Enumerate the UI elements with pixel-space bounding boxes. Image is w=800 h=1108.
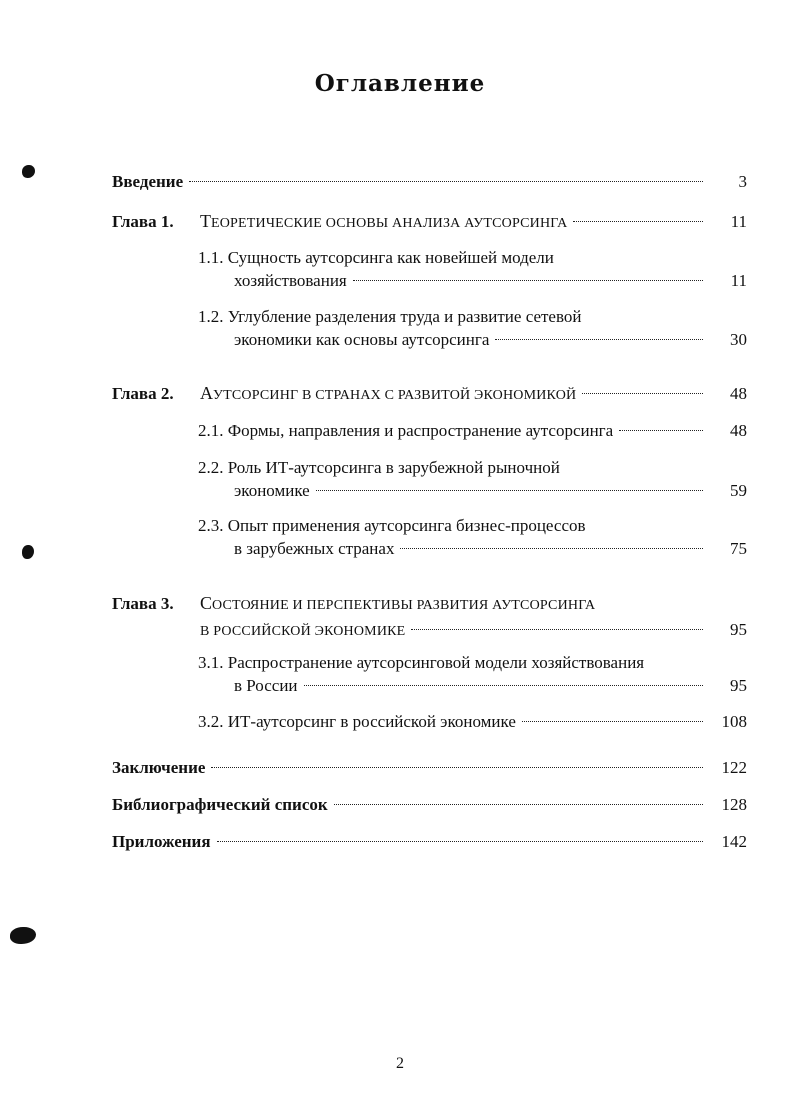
toc-entry-1-1	[198, 246, 747, 292]
dot-leader	[411, 629, 703, 630]
dot-leader	[495, 339, 703, 340]
section-title-line: 2.1. Формы, направления и распространение аутсорсинга	[198, 421, 614, 440]
chapter-label: Глава 3.	[112, 594, 174, 613]
chapter-title	[200, 381, 576, 408]
chapter-label: Глава 2.	[112, 384, 174, 403]
toc-label: Заключение	[112, 758, 206, 777]
toc-label: Библиографический список	[112, 795, 328, 814]
section-title-line: 1.2. Углубление разделения труда и развитие сетевой	[198, 307, 582, 326]
toc-entry-chapter-3	[112, 591, 747, 644]
dot-leader	[582, 393, 703, 394]
section-title-line: 2.2. Роль ИТ-аутсорсинга в зарубежной рыночной	[198, 458, 560, 477]
ink-blot	[22, 545, 34, 559]
ink-blot	[22, 165, 35, 178]
toc-page-number: 11	[730, 212, 747, 231]
page-number: 2	[396, 1055, 404, 1072]
section-title-line: экономике	[234, 481, 310, 500]
toc-page-number: 48	[730, 384, 747, 403]
dot-leader	[189, 181, 703, 182]
dot-leader	[522, 721, 703, 722]
toc-entry-2-2	[198, 456, 747, 502]
section-title-line: 1.1. Сущность аутсорсинга как новейшей модели	[198, 248, 554, 267]
toc-page-number: 59	[730, 481, 747, 500]
section-title-line: 2.3. Опыт применения аутсорсинга бизнес-процессов	[198, 516, 586, 535]
toc-label: Введение	[112, 172, 184, 191]
toc-entry-2-1	[198, 419, 747, 442]
toc-page-number: 142	[721, 832, 747, 851]
toc-entry-3-2	[198, 710, 747, 733]
chapter-title-initial: А	[200, 383, 213, 403]
dot-leader	[400, 548, 703, 549]
toc-label: Приложения	[112, 832, 211, 851]
toc-entry-chapter-2	[112, 381, 747, 408]
section-title-line: 3.1. Распространение аутсорсинговой модели хозяйствования	[198, 653, 645, 672]
toc-page-number: 3	[738, 172, 747, 191]
toc-page-number: 11	[730, 271, 747, 290]
toc-page-number: 108	[721, 712, 747, 731]
toc-entry-1-2	[198, 305, 747, 351]
chapter-title-rest: ОСТОЯНИЕ И ПЕРСПЕКТИВЫ РАЗВИТИЯ АУТСОРСИНГА	[212, 598, 596, 613]
section-title-line: 3.2. ИТ-аутсорсинг в российской экономике	[198, 712, 516, 731]
section-title-line: в России	[234, 676, 298, 695]
section-title-line: экономики как основы аутсорсинга	[234, 330, 490, 349]
toc-entry-bibliography	[112, 793, 747, 817]
dot-leader	[619, 430, 703, 431]
toc-page-number: 128	[721, 795, 747, 814]
toc-entry-chapter-1	[112, 209, 747, 236]
chapter-title-rest: УТСОРСИНГ В СТРАНАХ С РАЗВИТОЙ ЭКОНОМИКОЙ	[213, 388, 577, 403]
toc-page-number: 95	[730, 620, 747, 639]
toc-page-number: 95	[730, 676, 747, 695]
chapter-title-line-2: В РОССИЙСКОЙ ЭКОНОМИКЕ	[200, 624, 406, 639]
chapter-title	[200, 209, 567, 236]
toc-entry-3-1	[198, 651, 747, 697]
chapter-title-initial: Т	[200, 211, 211, 231]
toc-page-number: 122	[721, 758, 747, 777]
ink-blot	[10, 927, 36, 944]
dot-leader	[316, 490, 703, 491]
chapter-title-rest: ЕОРЕТИЧЕСКИЕ ОСНОВЫ АНАЛИЗА АУТСОРСИНГА	[211, 216, 568, 231]
dot-leader	[573, 221, 703, 222]
chapter-title	[200, 591, 595, 618]
toc-entry-intro	[112, 170, 747, 194]
dot-leader	[211, 767, 703, 768]
toc-entry-appendix	[112, 830, 747, 854]
toc-page-number: 75	[730, 539, 747, 558]
section-title-line: хозяйствования	[234, 271, 347, 290]
toc-page-number: 30	[730, 330, 747, 349]
toc-page-number: 48	[730, 421, 747, 440]
dot-leader	[353, 280, 703, 281]
chapter-label: Глава 1.	[112, 212, 174, 231]
toc-entry-conclusion	[112, 756, 747, 780]
dot-leader	[217, 841, 703, 842]
chapter-title-initial: С	[200, 593, 213, 613]
section-title-line: в зарубежных странах	[234, 539, 395, 558]
page-title: Оглавление	[314, 70, 486, 97]
dot-leader	[334, 804, 703, 805]
dot-leader	[304, 685, 703, 686]
toc-entry-2-3	[198, 514, 747, 560]
